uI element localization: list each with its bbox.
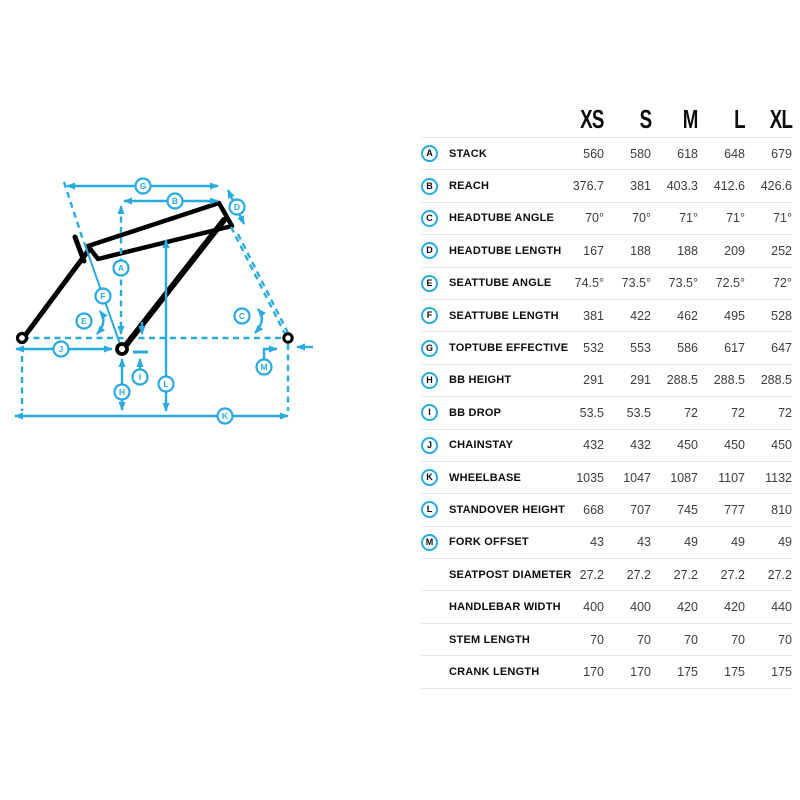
row-letter-cell [421, 275, 447, 292]
top-tube [88, 203, 232, 259]
cell-value: 288.5 [666, 373, 698, 388]
cell-value: 71° [773, 211, 792, 226]
cell-value: 420 [677, 600, 698, 615]
svg-text:D: D [233, 202, 241, 212]
cell-value: 586 [677, 341, 698, 356]
cell-value: 170 [630, 664, 651, 679]
cell-value: 745 [677, 502, 698, 517]
size-column-header: XS [580, 104, 604, 134]
row-letter-cell [421, 340, 447, 357]
cell-value: 432 [583, 438, 604, 453]
cell-value: 252 [771, 243, 792, 258]
cell-value: 70 [590, 632, 604, 647]
cell-value: 27.2 [626, 567, 651, 582]
svg-text:K: K [221, 411, 229, 421]
table-row [421, 559, 792, 591]
rear-axle [18, 334, 27, 343]
diagram-marker-h [115, 385, 130, 400]
cell-value: 188 [677, 243, 698, 258]
cell-value: 426.6 [760, 179, 792, 194]
cell-value: 553 [630, 341, 651, 356]
row-label: FORK OFFSET [449, 536, 529, 549]
table-row [421, 203, 792, 235]
row-label: SEATTUBE ANGLE [449, 277, 552, 290]
cell-value: 288.5 [760, 373, 792, 388]
table-row [421, 268, 792, 300]
row-label: HANDLEBAR WIDTH [449, 601, 561, 614]
cell-value: 810 [771, 502, 792, 517]
cell-value: 175 [677, 664, 698, 679]
svg-text:G: G [139, 181, 147, 191]
cell-value: 74.5° [574, 276, 604, 291]
row-letter-cell [421, 372, 447, 389]
bottom-bracket [117, 344, 127, 354]
cell-value: 70 [684, 632, 698, 647]
cell-value: 167 [583, 243, 604, 258]
row-letter-badge: B [421, 178, 438, 195]
cell-value: 170 [583, 664, 604, 679]
cell-value: 72 [778, 405, 792, 420]
row-letter-cell [421, 501, 447, 518]
row-letter-badge: M [421, 534, 438, 551]
diagram-marker-c [235, 309, 250, 324]
svg-text:C: C [238, 311, 246, 321]
cell-value: 381 [630, 179, 651, 194]
diagram-marker-j [54, 342, 69, 357]
cell-value: 450 [771, 438, 792, 453]
svg-text:F: F [100, 291, 106, 301]
cell-value: 72.5° [715, 276, 745, 291]
row-letter-cell [421, 534, 447, 551]
table-row [421, 138, 792, 170]
cell-value: 27.2 [579, 567, 604, 582]
cell-value: 381 [583, 308, 604, 323]
diagram-marker-l [159, 377, 174, 392]
row-letter-cell [421, 307, 447, 324]
cell-value: 53.5 [626, 405, 651, 420]
table-row [421, 624, 792, 656]
cell-value: 560 [583, 146, 604, 161]
row-letter-cell [421, 469, 447, 486]
cell-value: 73.5° [668, 276, 698, 291]
table-row [421, 170, 792, 202]
cell-value: 462 [677, 308, 698, 323]
bike-geometry-diagram [0, 0, 440, 470]
cell-value: 495 [724, 308, 745, 323]
cell-value: 400 [630, 600, 651, 615]
table-row [421, 494, 792, 526]
svg-text:J: J [58, 344, 64, 354]
cell-value: 1047 [623, 470, 651, 485]
row-label: BB DROP [449, 406, 502, 419]
diagram-marker-e [77, 314, 92, 329]
size-column-header: XL [769, 104, 792, 134]
table-row [421, 656, 792, 688]
cell-value: 72° [773, 276, 792, 291]
diagram-marker-f [96, 289, 111, 304]
row-letter-cell [421, 210, 447, 227]
cell-value: 532 [583, 341, 604, 356]
table-row [421, 235, 792, 267]
diagram-marker-g [136, 179, 151, 194]
cell-value: 291 [583, 373, 604, 388]
cell-value: 647 [771, 341, 792, 356]
diagram-marker-a [114, 261, 129, 276]
cell-value: 376.7 [572, 179, 604, 194]
row-label: BB HEIGHT [449, 374, 512, 387]
row-label: CRANK LENGTH [449, 665, 540, 678]
cell-value: 70 [731, 632, 745, 647]
cell-value: 49 [684, 535, 698, 550]
row-letter-cell [421, 145, 447, 162]
table-row [421, 332, 792, 364]
row-letter-cell [421, 242, 447, 259]
seat-post [75, 237, 84, 261]
svg-text:M: M [260, 362, 268, 372]
row-letter-badge: K [421, 469, 438, 486]
row-letter-badge: F [421, 307, 438, 324]
table-row [421, 365, 792, 397]
cell-value: 1107 [718, 470, 745, 485]
size-column-header: S [639, 104, 651, 134]
cell-value: 403.3 [666, 179, 698, 194]
row-label: HEADTUBE LENGTH [449, 244, 562, 257]
row-letter-badge: D [421, 242, 438, 259]
cell-value: 70 [637, 632, 651, 647]
row-label: STEM LENGTH [449, 633, 531, 646]
table-row [421, 462, 792, 494]
cell-value: 291 [630, 373, 651, 388]
front-axle [284, 334, 292, 342]
cell-value: 27.2 [720, 567, 745, 582]
cell-value: 72 [731, 405, 745, 420]
cell-value: 43 [637, 535, 651, 550]
cell-value: 400 [583, 600, 604, 615]
row-label: TOPTUBE EFFECTIVE [449, 342, 569, 355]
cell-value: 1035 [576, 470, 604, 485]
table-row [421, 591, 792, 623]
cell-value: 43 [590, 535, 604, 550]
bike-frame [24, 203, 232, 349]
cell-value: 618 [677, 146, 698, 161]
row-label: STANDOVER HEIGHT [449, 503, 566, 516]
cell-value: 450 [677, 438, 698, 453]
cell-value: 188 [630, 243, 651, 258]
cell-value: 1087 [670, 470, 698, 485]
cell-value: 71° [726, 211, 745, 226]
row-letter-badge: G [421, 340, 438, 357]
svg-text:I: I [138, 372, 142, 382]
diagram-marker-m [257, 360, 272, 375]
diagram-marker-k [218, 409, 233, 424]
cell-value: 70 [778, 632, 792, 647]
row-letter-cell [421, 404, 447, 421]
row-label: CHAINSTAY [449, 439, 514, 452]
cell-value: 288.5 [713, 373, 745, 388]
row-label: REACH [449, 180, 490, 193]
diagram-marker-i [133, 370, 148, 385]
cell-value: 72 [684, 405, 698, 420]
row-letter-cell [421, 437, 447, 454]
svg-text:L: L [163, 379, 169, 389]
row-letter-badge: L [421, 501, 438, 518]
cell-value: 209 [724, 243, 745, 258]
cell-value: 27.2 [767, 567, 792, 582]
svg-text:B: B [171, 196, 179, 206]
cell-value: 70° [585, 211, 604, 226]
diagram-marker-b [168, 194, 183, 209]
cell-value: 440 [771, 600, 792, 615]
cell-value: 617 [724, 341, 745, 356]
row-letter-badge: J [421, 437, 438, 454]
table-row [421, 397, 792, 429]
svg-text:E: E [81, 316, 87, 326]
cell-value: 528 [771, 308, 792, 323]
cell-value: 49 [778, 535, 792, 550]
row-label: STACK [449, 147, 488, 160]
svg-text:A: A [117, 263, 125, 273]
cell-value: 422 [630, 308, 651, 323]
cell-value: 580 [630, 146, 651, 161]
table-row [421, 300, 792, 332]
row-letter-badge: E [421, 275, 438, 292]
cell-value: 53.5 [579, 405, 604, 420]
cell-value: 175 [771, 664, 792, 679]
geometry-table-body [421, 138, 792, 689]
table-row [421, 527, 792, 559]
size-column-header: L [734, 104, 745, 134]
cell-value: 707 [630, 502, 651, 517]
cell-value: 777 [724, 502, 745, 517]
cell-value: 27.2 [673, 567, 698, 582]
cell-value: 70° [632, 211, 651, 226]
cell-value: 73.5° [621, 276, 651, 291]
cell-value: 432 [630, 438, 651, 453]
row-letter-badge: C [421, 210, 438, 227]
cell-value: 668 [583, 502, 604, 517]
cell-value: 648 [724, 146, 745, 161]
geometry-table [421, 98, 792, 689]
row-label: HEADTUBE ANGLE [449, 212, 555, 225]
cell-value: 71° [679, 211, 698, 226]
row-letter-cell [421, 178, 447, 195]
row-letter-badge: I [421, 404, 438, 421]
row-letter-badge: H [421, 372, 438, 389]
cell-value: 679 [771, 146, 792, 161]
cell-value: 49 [731, 535, 745, 550]
cell-value: 412.6 [713, 179, 745, 194]
size-column-header: M [683, 104, 698, 134]
table-row [421, 430, 792, 462]
row-label: SEATTUBE LENGTH [449, 309, 559, 322]
cell-value: 175 [724, 664, 745, 679]
geometry-table-header [421, 98, 792, 138]
cell-value: 450 [724, 438, 745, 453]
row-letter-badge: A [421, 145, 438, 162]
row-label: WHEELBASE [449, 471, 522, 484]
row-label: SEATPOST DIAMETER [449, 568, 572, 581]
svg-text:H: H [118, 387, 126, 397]
cell-value: 1132 [765, 470, 792, 485]
diagram-marker-d [230, 200, 245, 215]
cell-value: 420 [724, 600, 745, 615]
